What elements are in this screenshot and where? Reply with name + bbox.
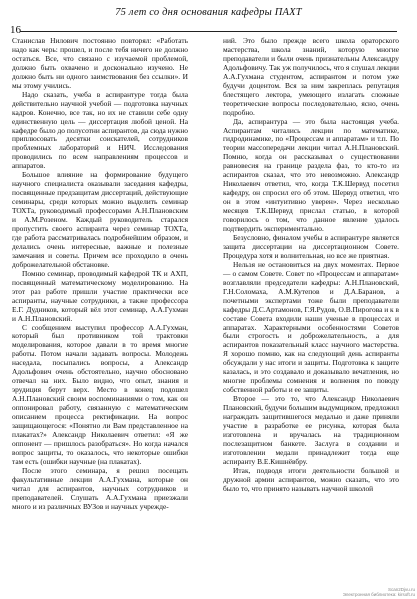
left-column — [12, 37, 188, 512]
paragraph: Второе — это то, что Александр Николаевич Плановский, будучи большим выдумщиком, предложил награждать защитившегося медалью и даже приняли участие в разработке ее рисунка, которая была изготовлена и вручалась на традиционном послезащитном банкете. Заслуга в создании и изготовлении медали принадлежит тогда еще аспиранту В.Е.Кишнёвбру. — [223, 394, 399, 466]
paragraph: Безусловно, финалом учебы в аспирантуре является защита диссертации на диссертационном Совете. Процедура хотя и волнительная, но все же приятная. — [223, 232, 399, 260]
running-head: 75 лет со дня основания кафедры ПАХТ — [115, 7, 302, 18]
paragraph: Нельзя не остановиться на двух моментах. Первое — о самом Совете. Совет по «Процессам и аппаратам» возглавляли председатели кафедры: А.Н.Плановский, Г.Н.Соломаха, А.М.Кутепов и Д.А.Баранов, а почетными экспертами тоже были преподаватели кафедры Д.С.Артамонов, Г.Я.Рудов, О.В.Пирогова и к в составе Совета входили наши ученые в процессах и аппаратах. Характерными особенностями Советов были строгость и доброжелательность, а для аспирантов показательный класс научного мастерства. Я хорошо помню, как на следующий день аспиранты обсуждали у нас итоги и защиты. Подготовка к защите казалась, и это создавало и доказывало вечатления, но многие проблемы сомнения и волнения по поводу собственной работы и ее защиты. — [223, 259, 399, 395]
paragraph: После этого семинара, я решил посещать факультативные лекции А.А.Гухмана, которые он читал для аспирантов, научных сотрудников и преподавателей. Слушать А.А.Гухмана приезжали много и из различных ВУЗов и научных учрежде- — [12, 465, 188, 511]
paragraph: Помню семинар, проводимый кафедрой ТК и АХП, посвященный математическому моделированию. На этот раз работе пришли участие практически все аспиранты, научные сотрудники, а также профессора Е.Г. Дудников, который вёл этот семинар, А.А.Гухман и А.Н.Плановский. — [12, 268, 188, 323]
paragraph: С сообщением выступил профессор А.А.Гухман, который был противником той трактовки моделирования, которое давали в то время многие работы. Потом начали задавать вопросы. Молодежь наседала, посыпались вопросы, а Александр Адольфович очень обстоятельно, научно обосновано отвечал на них. Было видно, что опыт, знания и эрудиция берут верх. Место в конец подошел А.Н.Плановский своим воспоминаниями о том, как он оппонировал работу, связанную с математическим описанием процесса ректификации. На вопрос защищающегося: «Понятно ли Вам представленное на плакатах?» Александр Николаевич ответил: «Я же оппонент — пришлось разобраться». Но когда начался вопрос защиты, то оказалось, что некоторые ошибки там есть (ошибки научные (на плакатах). — [12, 322, 188, 466]
paragraph: Итак, подводя итоги деятельности большой и дружной армии аспирантов, можно сказать, что это было то, что принято называть научной школой — [223, 465, 399, 493]
scan-watermark: Scan2Djvu.ru Электронная библиотека: kirsoft.ru — [342, 587, 415, 597]
paragraph: Надо сказать, учеба в аспирантуре тогда была действительно научной учебой — подготовка научных кадров. Конечно, все так, но их не ставили себе одну единственную цель — диссертация любой ценой. На кафедре было до полусотни аспирантов, да сюда нужно приплюсовать десятки соискателей, сотрудников проблемных лабораторий и НИЧ. Исследования проводились по всем направлениям процессов и аппаратов. — [12, 89, 188, 171]
paragraph: Да, аспирантура — это была настоящая учеба. Аспирантам читались лекции по математике, гидродинамике, по «Процессам и аппаратам» и т.п. По теории массопередачи лекции читал А.Н.Плановский. Помню, когда он рассказывал о существовании равновесия на границе раздела фаз, то кто-то из аспирантов сказал, что это невозможно. Александр Николаевич ответил, что, когда Т.К.Шервуд посетил кафедру, он спросил его об этом. Шервуд ответил, что он в этом «интуитивно уверен». Через несколько месяцев Т.К.Шервуд прислал статью, в которой говорилось о том, что данное явление удалось подтвердить экспериментально. — [223, 116, 399, 234]
header-rule — [20, 31, 397, 32]
page-number: 16 — [10, 24, 21, 36]
right-column — [223, 37, 399, 494]
paragraph: Станислав Нилович постоянно повторял: «Работать надо как черь: прошел, и после тебя ничего не должно остаться. Все, что связано с изучаемой проблемой, должно быть охвачено и досконально изучено. Не должно быть ни одного заимствования без ссылки». И мы этому учились. — [12, 36, 188, 90]
page-header — [0, 0, 417, 40]
paragraph: Большое влияние на формирование будущего научного специалиста оказывали заседания кафедры, посвященные предзащитам диссертаций, действующие семинары, среди которых можно выделить семинар ТОХТа, руководимый профессорами А.Н.Плановским и А.М.Розеном. Каждый руководитель старался пропустить своего аспиранта через семинар ТОХТа, где работа рассматривалась подробнейшим образом, и делались очень интересные, важные и полезные замечания и советы. Причем все проходило в очень доброжелательной обстановке. — [12, 170, 188, 269]
paragraph: ний. Это было прежде всего школа ораторского мастерства, школа знаний, которую многие преподаватели и были очень признательны Александру Адольфовичу. Так уж получилось, что я слушал лекции А.А.Гухмана студентом, аспирантом и потом уже будучи доцентом. Вся за ним закреплась репутация блестящего лектора, умеющего излагать сложные теоретические вопросы последовательно, ясно, очень подробно. — [223, 36, 399, 117]
